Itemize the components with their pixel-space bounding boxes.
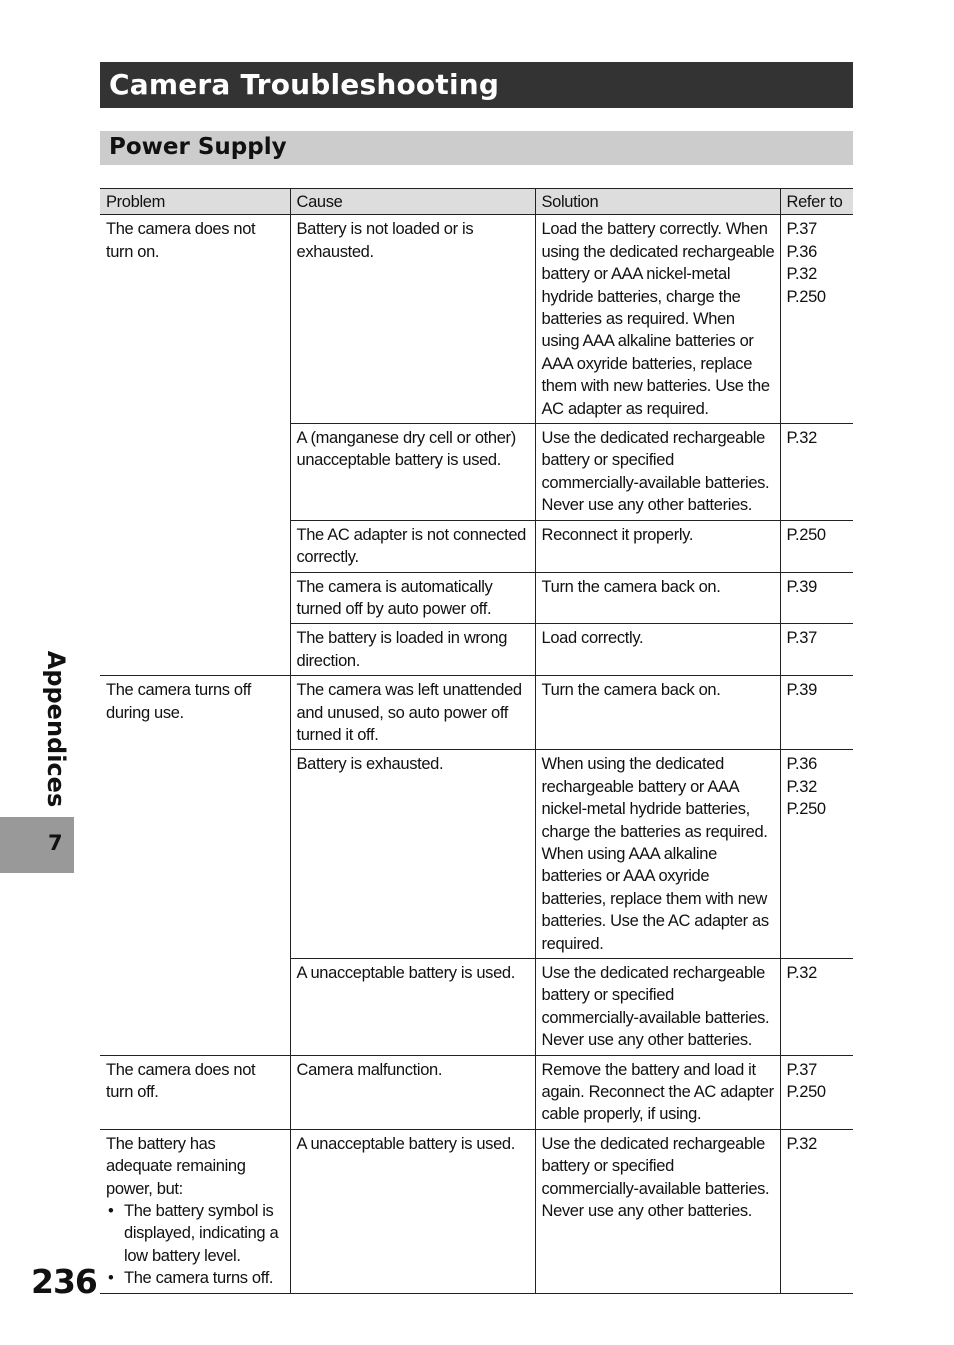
table-row [100, 676, 853, 750]
cause-cell: A (manganese dry cell or other) unacceptable battery is used. [290, 424, 535, 521]
page-reference: P.36 [786, 242, 817, 261]
refer-to-cell [780, 676, 853, 750]
appendices-side-label [34, 640, 78, 818]
subsection-title-bar [100, 131, 853, 165]
section-title-bar [100, 62, 853, 108]
solution-cell: Turn the camera back on. [535, 676, 780, 750]
problem-cell [100, 215, 290, 676]
solution-cell: Turn the camera back on. [535, 572, 780, 624]
page-reference: P.36 [786, 755, 817, 774]
solution-cell: Remove the battery and load it again. Reconnect the AC adapter cable properly, if using. [535, 1055, 780, 1129]
table-row [100, 1129, 853, 1293]
page-reference: P.37 [786, 1060, 817, 1079]
problem-text: The camera does not turn on. [106, 220, 256, 261]
refer-to-cell [780, 424, 853, 521]
page-reference: P.250 [786, 800, 826, 819]
page-reference: P.39 [786, 681, 817, 700]
cause-cell: Battery is not loaded or is exhausted. [290, 215, 535, 424]
solution-cell: Use the dedicated rechargeable battery or specified commercially-available batteries. Never use any other batteries. [535, 1129, 780, 1293]
problem-cell [100, 1055, 290, 1129]
page-reference: P.32 [786, 265, 817, 284]
subsection-title: Power Supply [109, 134, 287, 160]
column-header-problem: Problem [100, 189, 290, 215]
page-reference: P.32 [786, 1134, 817, 1153]
problem-text: The camera does not turn off. [106, 1060, 256, 1102]
column-header-cause: Cause [290, 189, 535, 215]
section-label-text: Appendices [42, 650, 70, 808]
page-reference: P.250 [786, 287, 826, 306]
column-header-solution: Solution [535, 189, 780, 215]
problem-bullet: • The battery symbol is displayed, indicating a low battery level. [106, 1200, 285, 1267]
page-reference: P.250 [786, 1083, 826, 1102]
solution-cell: Load correctly. [535, 624, 780, 676]
problem-text: The battery has adequate remaining power, but: [106, 1134, 246, 1198]
page-reference: P.37 [786, 220, 817, 239]
problem-bullet-list [106, 1200, 285, 1290]
refer-to-cell [780, 520, 853, 572]
page-reference: P.39 [786, 577, 817, 596]
problem-cell [100, 1129, 290, 1293]
refer-to-cell [780, 215, 853, 424]
problem-cell [100, 676, 290, 1056]
cause-cell: Battery is exhausted. [290, 750, 535, 959]
chapter-number: 7 [48, 831, 63, 855]
problem-text: The camera turns off during use. [106, 681, 251, 722]
page-reference: P.32 [786, 777, 817, 796]
solution-cell: Load the battery correctly. When using the dedicated rechargeable battery or AAA nickel-metal hydride batteries, charge the batteries as required. When using AAA alkaline batteries or AAA oxyride batteries, replace them with new batteries. Use the AC adapter as required. [535, 215, 780, 424]
column-header-refer-to: Refer to [780, 189, 853, 215]
cause-cell: Camera malfunction. [290, 1055, 535, 1129]
solution-cell: When using the dedicated rechargeable battery or AAA nickel-metal hydride batteries, charge the batteries as required. When using AAA alkaline batteries or AAA oxyride batteries, replace them with new batteries. Use the AC adapter as required. [535, 750, 780, 959]
refer-to-cell [780, 1055, 853, 1129]
solution-cell: Reconnect it properly. [535, 520, 780, 572]
page-reference: P.37 [786, 629, 817, 648]
solution-cell: Use the dedicated rechargeable battery or specified commercially-available batteries. Never use any other batteries. [535, 424, 780, 521]
cause-cell: A unacceptable battery is used. [290, 1129, 535, 1293]
table-row [100, 1055, 853, 1129]
refer-to-cell [780, 624, 853, 676]
page-title: Camera Troubleshooting [109, 68, 500, 101]
page-number: 236 [31, 1262, 97, 1301]
refer-to-cell [780, 572, 853, 624]
cause-cell: A unacceptable battery is used. [290, 959, 535, 1056]
cause-cell: The AC adapter is not connected correctly. [290, 520, 535, 572]
refer-to-cell [780, 959, 853, 1056]
cause-cell: The camera was left unattended and unused, so auto power off turned it off. [290, 676, 535, 750]
troubleshooting-table [100, 188, 853, 1294]
refer-to-cell [780, 1129, 853, 1293]
cause-cell: The battery is loaded in wrong direction. [290, 624, 535, 676]
problem-bullet: • The camera turns off. [106, 1267, 285, 1289]
page-reference: P.32 [786, 429, 817, 448]
chapter-tab [0, 817, 74, 873]
refer-to-cell [780, 750, 853, 959]
table-header-row [100, 189, 853, 215]
table-row [100, 215, 853, 424]
solution-cell: Use the dedicated rechargeable battery or specified commercially-available batteries. Never use any other batteries. [535, 959, 780, 1056]
page-reference: P.250 [786, 525, 826, 544]
page-reference: P.32 [786, 964, 817, 982]
cause-cell: The camera is automatically turned off by auto power off. [290, 572, 535, 624]
